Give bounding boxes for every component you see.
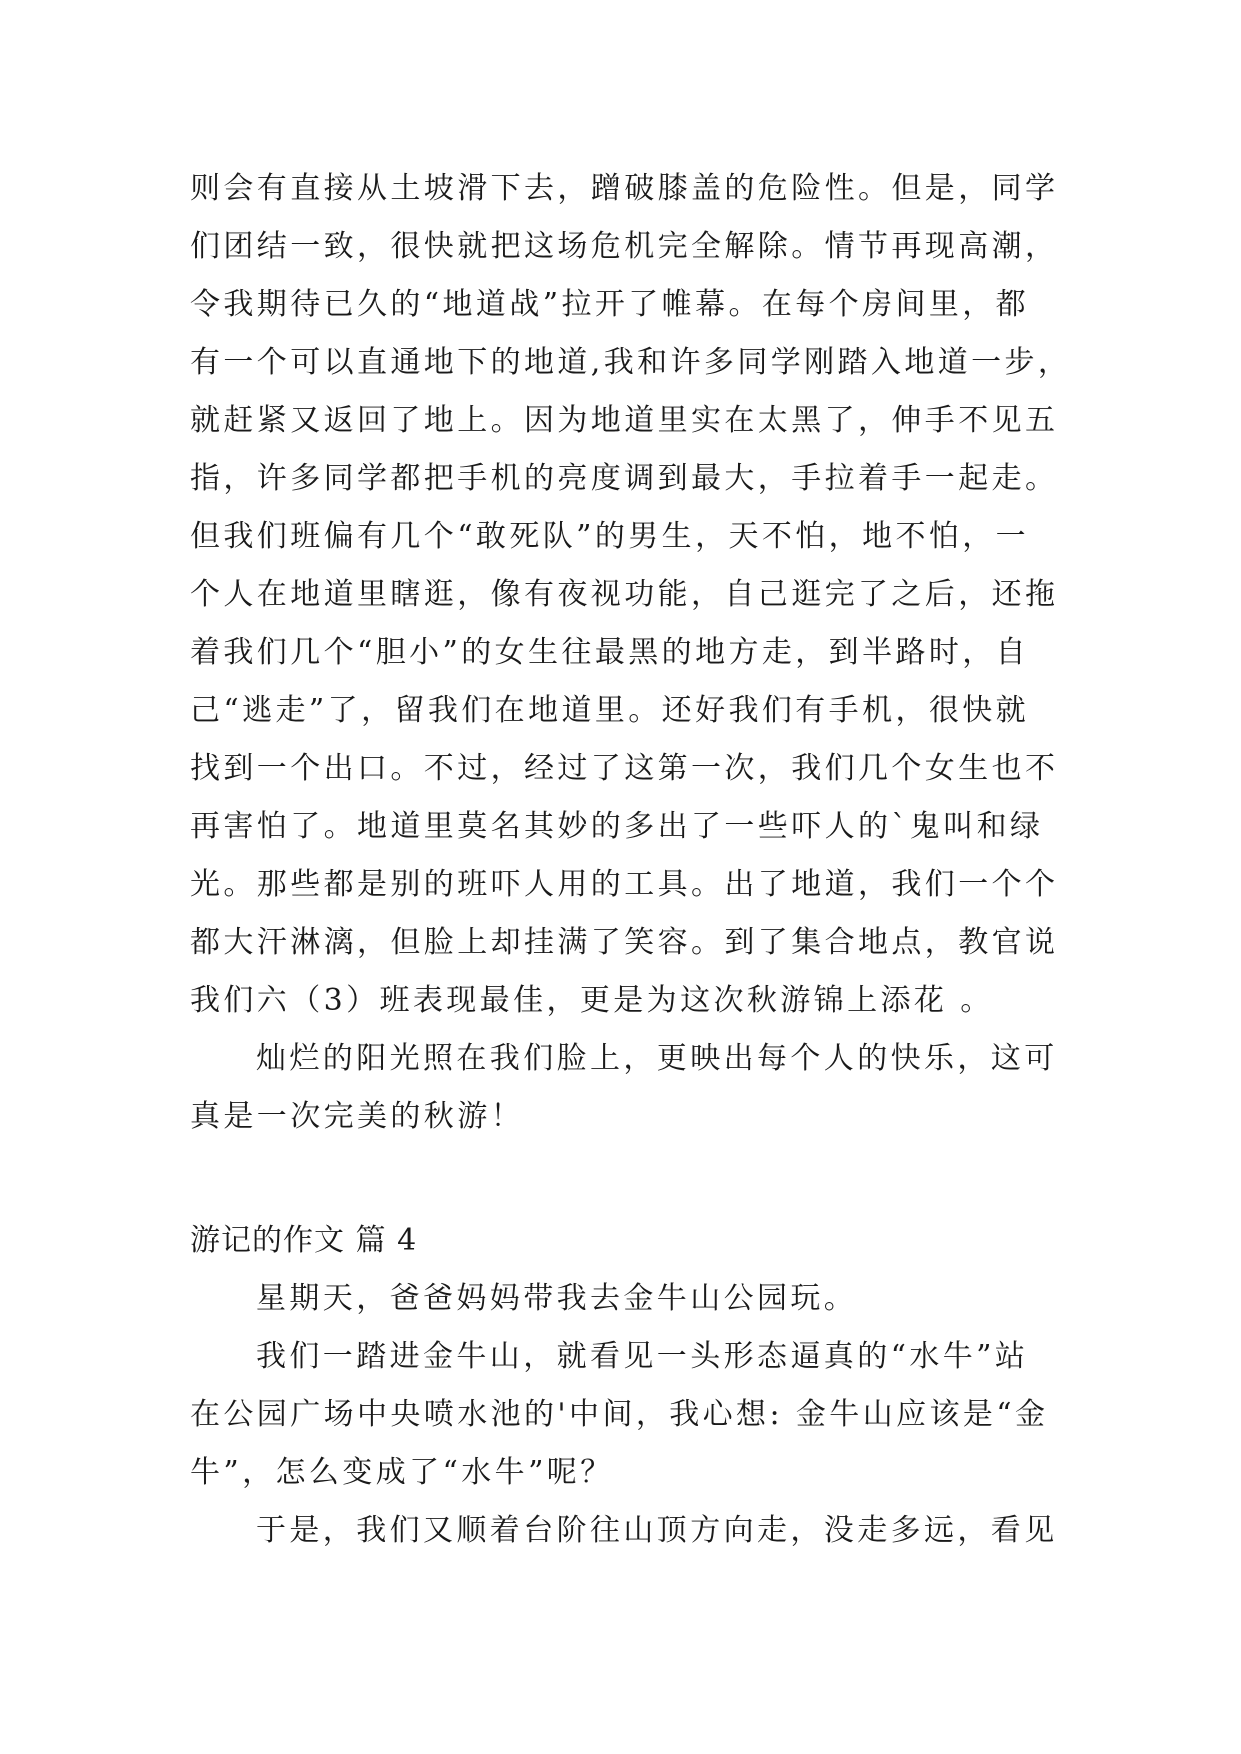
text-line: 于是，我们又顺着台阶往山顶方向走，没走多远，看见 xyxy=(256,1513,1058,1548)
paragraph-closing xyxy=(190,1030,1060,1146)
text-line: 就赶紧又返回了地上。因为地道里实在太黑了，伸手不见五 xyxy=(190,403,1059,438)
text-line: 我们六（3）班表现最佳，更是为这次秋游锦上添花 。 xyxy=(190,983,994,1018)
text-line: 灿烂的阳光照在我们脸上，更映出每个人的快乐，这可 xyxy=(256,1041,1058,1076)
text-line: 指，许多同学都把手机的亮度调到最大，手拉着手一起走。 xyxy=(190,461,1059,496)
text-line: 都大汗淋漓，但脸上却挂满了笑容。到了集合地点，教官说 xyxy=(190,925,1059,960)
text-line: 星期天，爸爸妈妈带我去金牛山公园玩。 xyxy=(256,1281,858,1316)
paragraph-sunday xyxy=(190,1270,1060,1328)
text-line: 但我们班偏有几个“敢死队”的男生，天不怕，地不怕，一 xyxy=(190,519,1030,554)
text-line: 找到一个出口。不过，经过了这第一次，我们几个女生也不 xyxy=(190,751,1059,786)
paragraph-tunnel-war xyxy=(190,160,1072,1030)
text-line: 我们一踏进金牛山，就看见一头形态逼真的“水牛”站 xyxy=(256,1339,1029,1374)
text-line: 令我期待已久的“地道战”拉开了帷幕。在每个房间里，都 xyxy=(190,287,1030,322)
text-line: 着我们几个“胆小”的女生往最黑的地方走，到半路时，自 xyxy=(190,635,1030,670)
text-line: 己“逃走”了，留我们在地道里。还好我们有手机，很快就 xyxy=(190,693,1030,728)
section-gap xyxy=(190,1146,1060,1212)
text-line: 光。那些都是别的班吓人用的工具。出了地道，我们一个个 xyxy=(190,867,1059,902)
text-line: 则会有直接从土坡滑下去，蹭破膝盖的危险性。但是，同学 xyxy=(190,171,1059,206)
text-line: 真是一次完美的秋游！ xyxy=(190,1099,524,1134)
text-line: 们团结一致，很快就把这场危机完全解除。情节再现高潮， xyxy=(190,229,1059,264)
paragraph-steps xyxy=(190,1502,1060,1560)
document-page xyxy=(190,160,1072,1560)
text-line: 个人在地道里瞎逛，像有夜视功能，自己逛完了之后，还拖 xyxy=(190,577,1059,612)
section-heading: 游记的作文 篇 4 xyxy=(190,1223,418,1258)
text-line: 再害怕了。地道里莫名其妙的多出了一些吓人的`鬼叫和绿 xyxy=(190,809,1044,844)
paragraph-water-buffalo xyxy=(190,1328,1060,1502)
text-line: 在公园广场中央喷水池的'中间，我心想: 金牛山应该是“金 xyxy=(190,1397,1049,1432)
text-line: 有一个可以直通地下的地道,我和许多同学刚踏入地道一步， xyxy=(190,345,1072,380)
text-line: 牛”，怎么变成了“水牛”呢？ xyxy=(190,1455,614,1490)
